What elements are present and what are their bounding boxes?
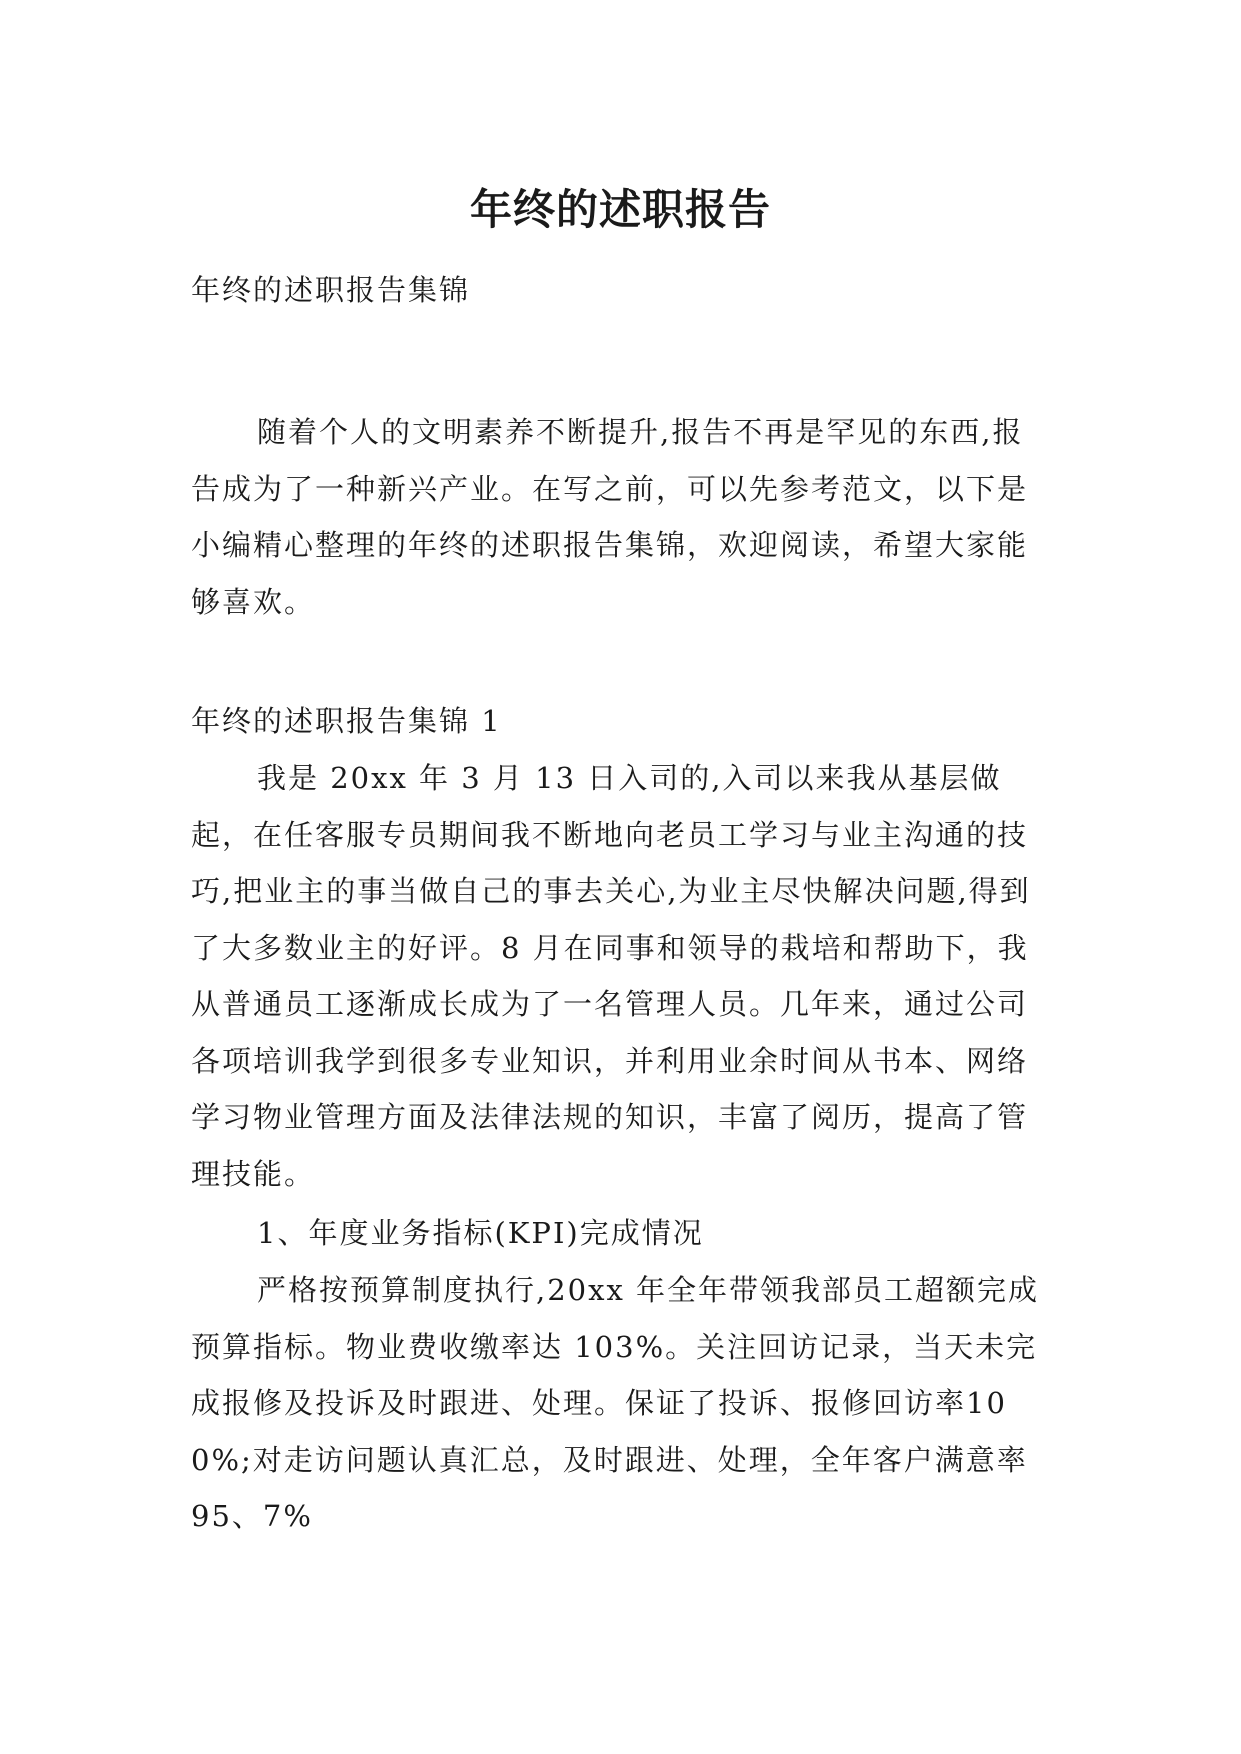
intro-paragraph: 随着个人的文明素养不断提升,报告不再是罕见的东西,报告成为了一种新兴产业。在写之前，可以先参考范文，以下是小编精心整理的年终的述职报告集锦，欢迎阅读，希望大家能够喜欢。 <box>191 415 1029 619</box>
item-heading: 1、年度业务指标(KPI)完成情况 <box>257 1216 704 1250</box>
section-paragraph: 我是 20xx 年 3 月 13 日入司的,入司以来我从基层做起，在任客服专员期间我不断地向老员工学习与业主沟通的技巧,把业主的事当做自己的事去关心,为业主尽快解决问题,得到了大多数业主的好评。8 月在同事和领导的栽培和帮助下，我从普通员工逐渐成长成为了一名管理人员。几年来，通过公司各项培训我学到很多专业知识，并利用业余时间从书本、网络学习物业管理方面及法律法规的知识，丰富了阅历，提高了管理技能。 <box>191 761 1031 1191</box>
document-subtitle: 年终的述职报告集锦 <box>191 273 471 307</box>
item-paragraph: 严格按预算制度执行,20xx 年全年带领我部员工超额完成预算指标。物业费收缴率达 103%。关注回访记录，当天未完成报修及投诉及时跟进、处理。保证了投诉、报修回访率100%;对走访问题认真汇总，及时跟进、处理，全年客户满意率 95、7% <box>191 1273 1040 1533</box>
section-heading: 年终的述职报告集锦 1 <box>191 704 502 738</box>
document-title: 年终的述职报告 <box>469 185 771 235</box>
